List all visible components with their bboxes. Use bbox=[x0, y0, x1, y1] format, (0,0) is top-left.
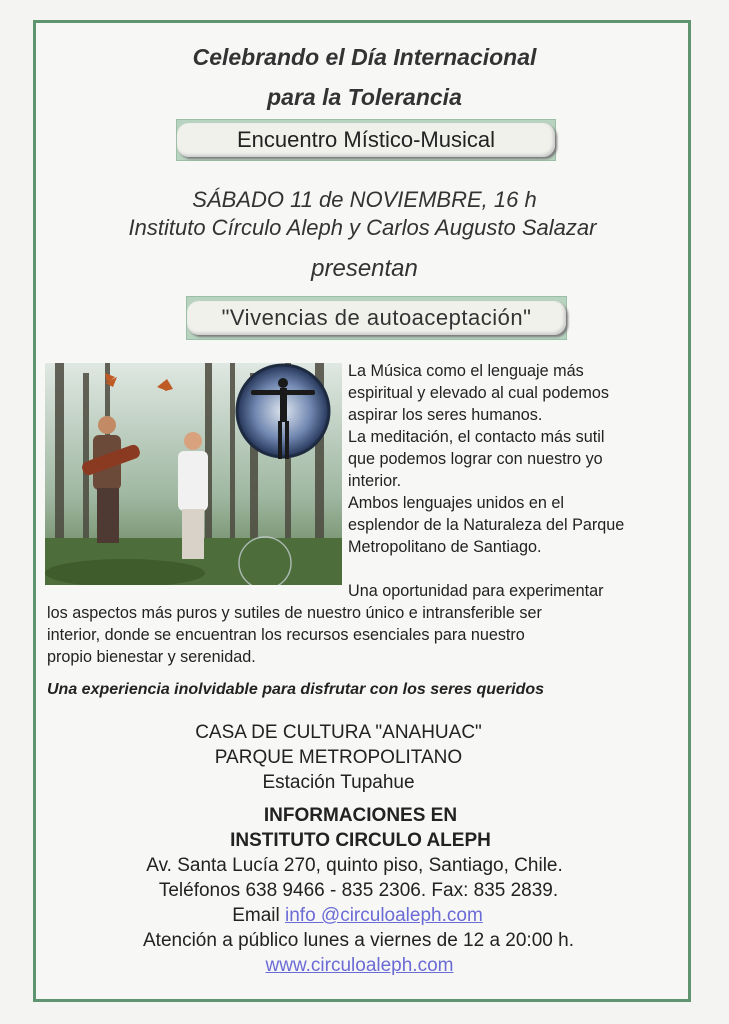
website-row bbox=[0, 955, 724, 977]
side-line: que podemos lograr con nuestro yo bbox=[348, 450, 603, 468]
address: Av. Santa Lucía 270, quinto piso, Santiago, Chile. bbox=[146, 855, 563, 876]
side-line: Ambos lenguajes unidos en el bbox=[348, 494, 564, 512]
presentan-text: presentan bbox=[311, 255, 418, 282]
highlight-text: Una experiencia inolvidable para disfrutar con los seres queridos bbox=[47, 681, 545, 698]
office-hours: Atención a público lunes a viernes de 12 a 20:00 h. bbox=[143, 930, 574, 951]
venue-name: CASA DE CULTURA "ANAHUAC" bbox=[195, 722, 482, 743]
forest-meditation-photo bbox=[45, 363, 342, 585]
website-link[interactable]: www.circuloaleph.com bbox=[265, 955, 454, 976]
opportunity-line: los aspectos más puros y sutiles de nuestro único e intransferible ser bbox=[47, 604, 542, 622]
email-row bbox=[0, 905, 722, 927]
title-line-2: para la Tolerancia bbox=[267, 84, 462, 110]
subtitle-banner bbox=[186, 296, 567, 340]
title-line-1: Celebrando el Día Internacional bbox=[192, 44, 537, 70]
opportunity-first-line: Una oportunidad para experimentar bbox=[348, 582, 604, 600]
presenters: Instituto Círculo Aleph y Carlos Augusto Salazar bbox=[128, 215, 597, 240]
info-heading-1: INFORMACIONES EN bbox=[263, 805, 458, 826]
side-line: La meditación, el contacto más sutil bbox=[348, 428, 605, 446]
venue-station: Estación Tupahue bbox=[262, 772, 415, 793]
phones: Teléfonos 638 9466 - 835 2306. Fax: 835 2839. bbox=[158, 880, 559, 901]
side-text bbox=[348, 360, 688, 558]
subtitle-label: "Vivencias de autoaceptación" bbox=[187, 301, 566, 335]
venue-park: PARQUE METROPOLITANO bbox=[214, 747, 463, 768]
event-date: SÁBADO 11 de NOVIEMBRE, 16 h bbox=[192, 187, 537, 212]
side-line: aspirar los seres humanos. bbox=[348, 406, 543, 424]
opportunity-text bbox=[47, 602, 687, 668]
opportunity-line: propio bienestar y serenidad. bbox=[47, 648, 256, 666]
email-link[interactable]: info @circuloaleph.com bbox=[285, 905, 483, 926]
info-heading-2: INSTITUTO CIRCULO ALEPH bbox=[230, 830, 491, 851]
side-line: Metropolitano de Santiago. bbox=[348, 538, 542, 556]
event-type-label: Encuentro Místico-Musical bbox=[177, 123, 555, 157]
side-line: espiritual y elevado al cual podemos bbox=[348, 384, 609, 402]
side-line: interior. bbox=[348, 472, 402, 490]
side-line: esplendor de la Naturaleza del Parque bbox=[348, 516, 625, 534]
event-type-banner bbox=[176, 119, 556, 161]
email-label: Email bbox=[232, 905, 280, 926]
opportunity-line: interior, donde se encuentran los recursos esenciales para nuestro bbox=[47, 626, 525, 644]
side-line: La Música como el lenguaje más bbox=[348, 362, 584, 380]
